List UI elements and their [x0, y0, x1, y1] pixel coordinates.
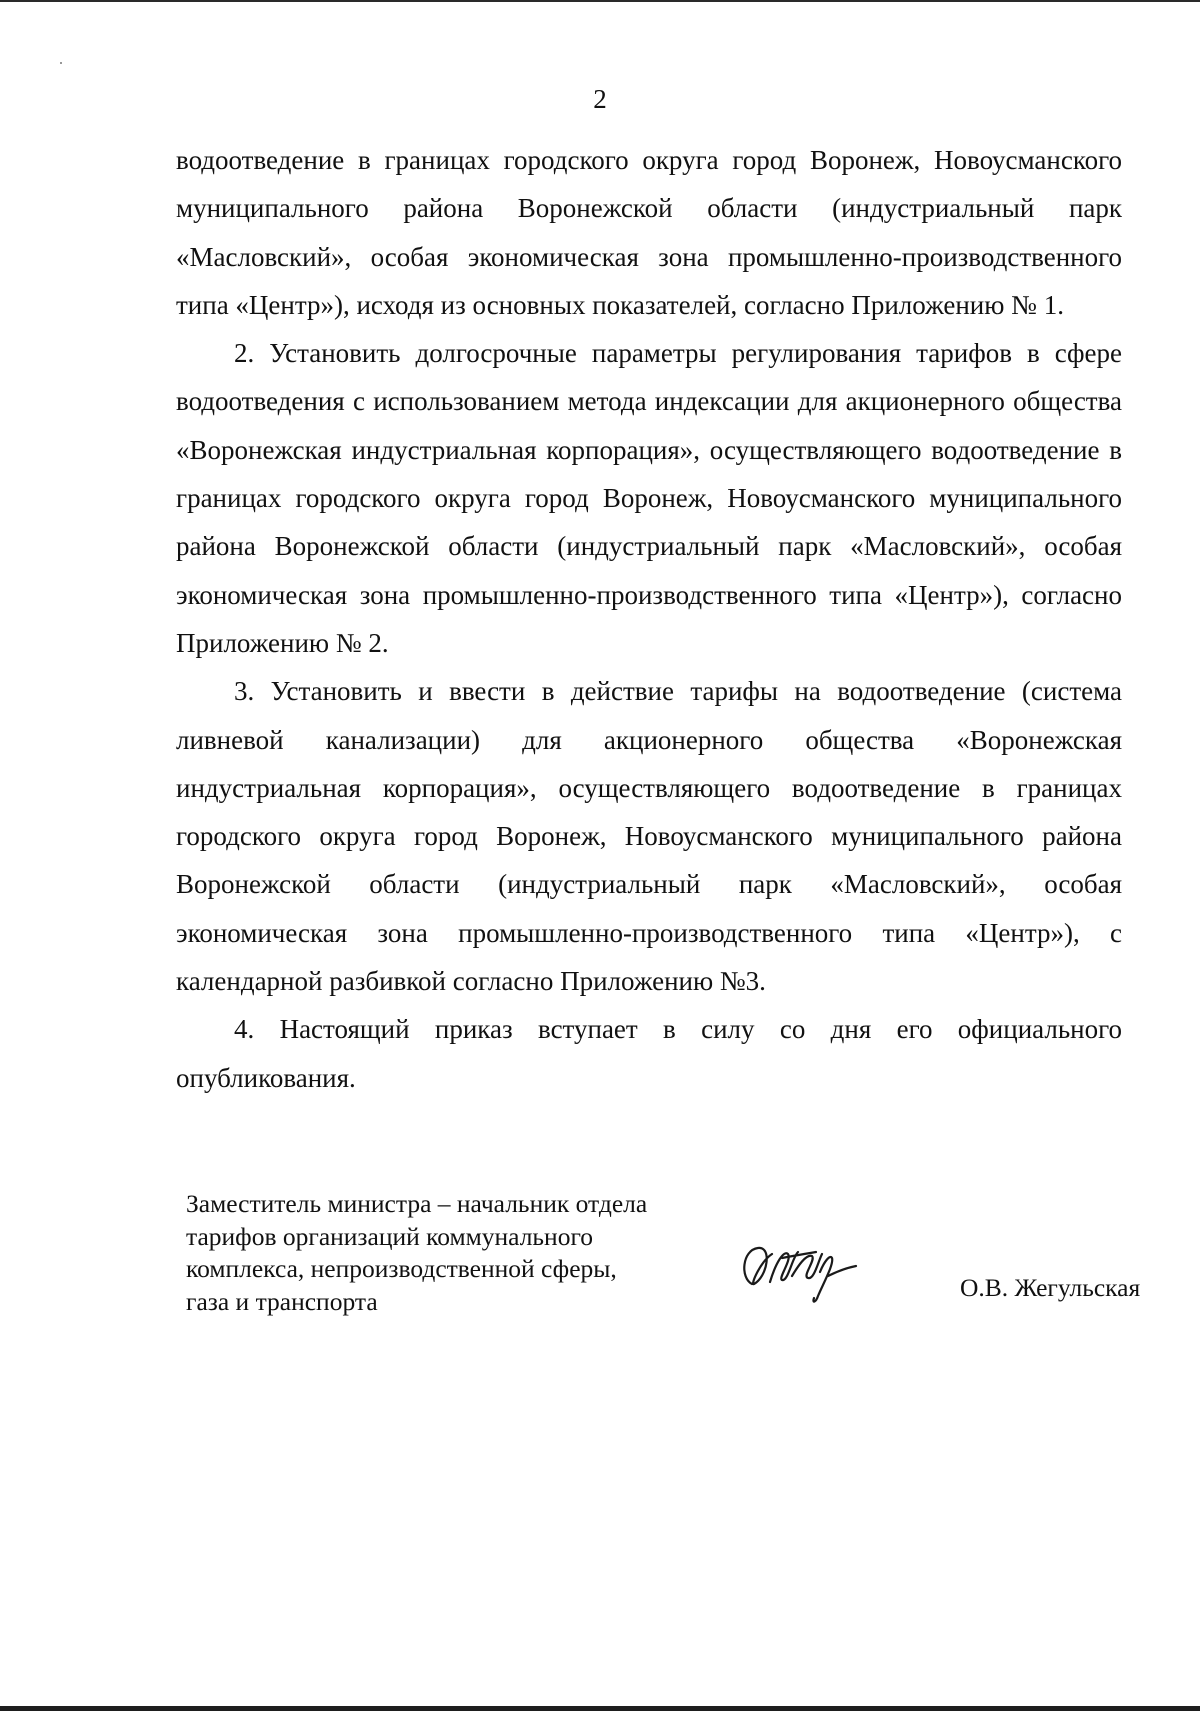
position-line: газа и транспорта [186, 1286, 378, 1316]
scan-edge-bottom [0, 1706, 1200, 1711]
paragraph-item-2: 2. Установить долгосрочные параметры регулирования тарифов в сфере водоотведения с использованием метода индексации для акционерного общества «Воронежская индустриальная корпорация», осуществляющего водоотведение в границах городского округа город Воронеж, Новоусманского муниципального района Воронежской области (индустриальный парк «Масловский», особая экономическая зона промышленно-производственного типа «Центр»), согласно Приложению № 2. [176, 338, 1122, 658]
document-body [176, 136, 1122, 1102]
position-line: комплекса, непроизводственной сферы, [186, 1254, 617, 1283]
position-line: Заместитель министра – начальник отдела [186, 1189, 648, 1218]
signatory-position [186, 1188, 746, 1318]
paragraph-continuation: водоотведение в границах городского округа город Воронеж, Новоусманского муниципального района Воронежской области (индустриальный парк «Масловский», особая экономическая зона промышленно-производственного типа «Центр»), исходя из основных показателей, согласно Приложению № 1. [176, 145, 1122, 320]
scan-speck [60, 62, 62, 64]
handwritten-signature-icon [732, 1232, 862, 1312]
page-number: 2 [593, 84, 607, 114]
signer-name: О.В. Жегульская [960, 1273, 1141, 1302]
paragraph-item-3: 3. Установить и ввести в действие тарифы на водоотведение (система ливневой канализации) для акционерного общества «Воронежская индустриальная корпорация», осуществляющего водоотведение в границах городского округа город Воронеж, Новоусманского муниципального района Воронежской области (индустриальный парк «Масловский», особая экономическая зона промышленно-производственного типа «Центр»), с календарной разбивкой согласно Приложению №3. [176, 676, 1122, 997]
position-line: тарифов организаций коммунального [186, 1221, 594, 1251]
paragraph-item-4: 4. Настоящий приказ вступает в силу со дня его официального опубликования. [176, 1014, 1122, 1093]
scan-edge-top [0, 0, 1200, 2]
